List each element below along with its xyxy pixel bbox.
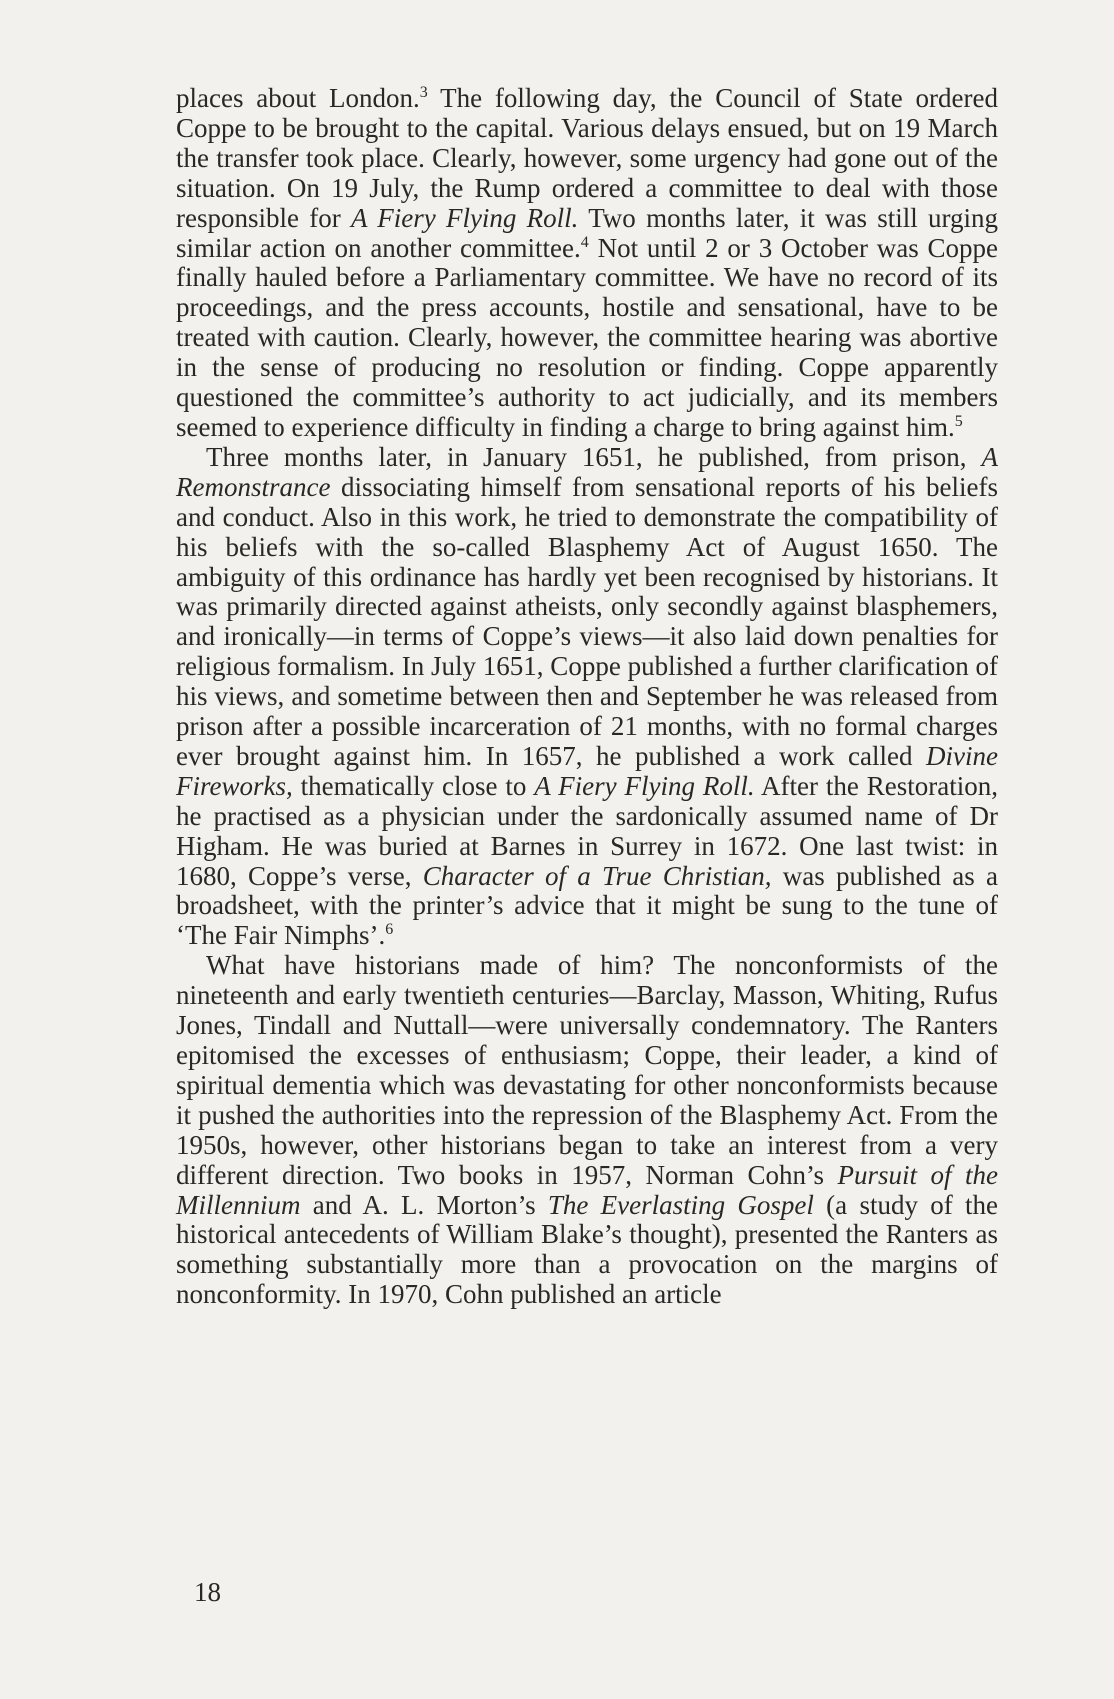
footnote-ref: 3 [419, 84, 428, 101]
text-run: was published as a broadsheet, with the printer’s advice that it might be sung to the tune of ‘The Fair Nimphs’. [176, 860, 998, 951]
italic-title: The Everlasting Gospel [547, 1189, 814, 1220]
italic-title: A Fiery Flying Roll. [534, 770, 755, 801]
text-run: Three months later, in January 1651, he published, from prison, [206, 441, 982, 472]
italic-title: Pursuit of the Millennium [176, 1159, 999, 1220]
paragraph [176, 84, 998, 443]
footnote-ref: 4 [580, 233, 589, 251]
text-run: places about London. [176, 83, 420, 113]
text-run: thematically close to [292, 770, 535, 801]
italic-title: Character of a True Christian, [422, 860, 772, 891]
paragraph [176, 951, 998, 1310]
page-number: 18 [194, 1577, 221, 1607]
body-text [176, 84, 998, 1310]
text-run: and A. L. Morton’s [300, 1189, 548, 1220]
text-run: Not until 2 or 3 October was Coppe finally hauled before a Parliamentary committee. We have no record of its proceedings, and the press accounts, hostile and sensational, have to be treated with caution. Clearly, however, the committee hearing was abortive in the sense of producing no resolution or finding. Coppe apparently questioned the committee’s authority to act judicially, and its members seemed to experience difficulty in finding a charge to bring against him. [176, 232, 998, 442]
italic-title: A Fiery Flying Roll. [350, 202, 579, 233]
text-run: After the Restoration, he practised as a physician under the sardonically assumed name of Dr Higham. He was buried at Barnes in Surrey in 1672. One last twist: in 1680, Coppe’s verse, [176, 770, 998, 891]
footnote-ref: 5 [954, 412, 963, 430]
text-run: (a study of the historical antecedents of William Blake’s thought), presented the Ranters as something substantially more than a provocation on the margins of nonconformity. In 1970, Cohn published an article [176, 1189, 998, 1310]
text-run: dissociating himself from sensational reports of his beliefs and conduct. Also in this work, he tried to demonstrate the compatibility of his beliefs with the so-called Blasphemy Act of August 1650. The ambiguity of this ordinance has hardly yet been recognised by historians. It was primarily directed against atheists, only secondly against blasphemers, and ironically—in terms of Coppe’s views—it also laid down penalties for religious formalism. In July 1651, Coppe published a further clarification of his views, and sometime between then and September he was released from prison after a possible incarceration of 21 months, with no formal charges ever brought against him. In 1657, he published a work called [176, 471, 998, 771]
text-run: Two months later, it was still urging similar action on another committee. [176, 202, 998, 263]
paragraph [176, 443, 998, 951]
text-run: The following day, the Council of State ordered Coppe to be brought to the capital. Various delays ensued, but on 19 March the transfer took place. Clearly, however, some urgency had gone out of the situation. On 19 July, the Rump ordered a committee to deal with those responsible for [176, 83, 998, 233]
italic-title: Divine Fireworks, [176, 740, 998, 801]
footnote-ref: 6 [385, 921, 394, 939]
text-run: What have historians made of him? The nonconformists of the nineteenth and early twentieth centuries—Barclay, Masson, Whiting, Rufus Jones, Tindall and Nuttall—were universally condemnatory. The Ranters epitomised the excesses of enthusiasm; Coppe, their leader, a kind of spiritual dementia which was devastating for other nonconformists because it pushed the authorities into the repression of the Blasphemy Act. From the 1950s, however, other historians began to take an interest from a very different direction. Two books in 1957, Norman Cohn’s [176, 950, 998, 1190]
italic-title: A Remonstrance [176, 441, 998, 502]
